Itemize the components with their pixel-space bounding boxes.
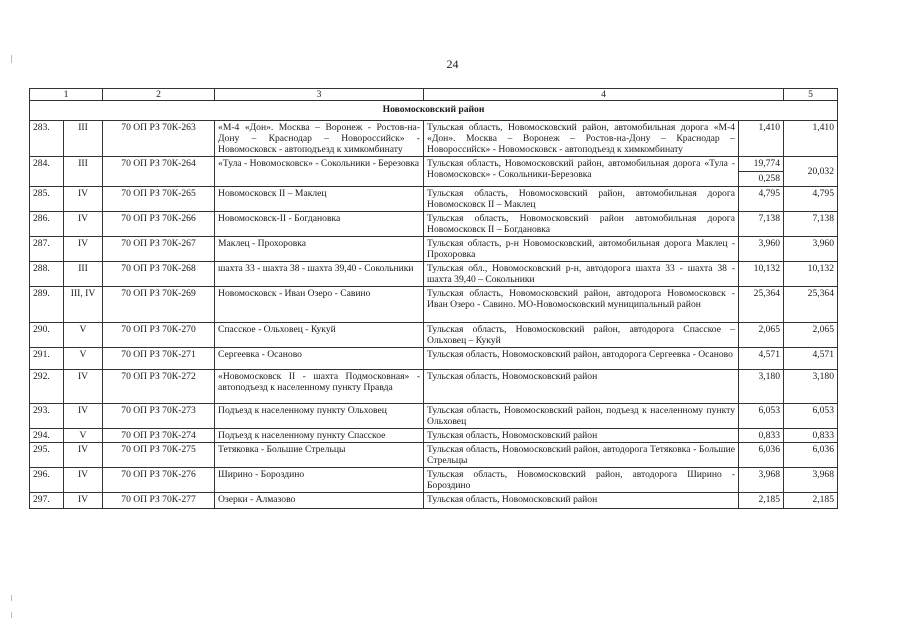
road-name: шахта 33 - шахта 38 - шахта 39,40 - Сокольники bbox=[215, 262, 424, 287]
row-number: 288. bbox=[30, 262, 64, 287]
table-row bbox=[30, 212, 838, 237]
road-id: 70 ОП РЗ 70К-269 bbox=[103, 287, 215, 323]
row-number: 294. bbox=[30, 429, 64, 443]
total-length: 20,032 bbox=[784, 157, 838, 187]
total-length: 2,185 bbox=[784, 493, 838, 509]
segment-length: 3,968 bbox=[739, 468, 784, 493]
segment-length: 7,138 bbox=[739, 212, 784, 237]
road-location: Тульская область, Новомосковский район bbox=[424, 370, 739, 404]
table-row bbox=[30, 370, 838, 404]
segment-length: 2,065 bbox=[739, 323, 784, 348]
road-location: Тульская область, Новомосковский район, автодорога Новомосковск - Иван Озеро - Савино. МО-Новомосковский муниципальный район bbox=[424, 287, 739, 323]
road-id: 70 ОП РЗ 70К-266 bbox=[103, 212, 215, 237]
table-row bbox=[30, 157, 838, 187]
road-name: Ширино - Бороздино bbox=[215, 468, 424, 493]
road-category: IV bbox=[64, 187, 103, 212]
total-length: 7,138 bbox=[784, 212, 838, 237]
road-location: Тульская область, Новомосковский район, автомобильная дорога «М-4 «Дон». Москва – Воронеж – Ростов-на-Дону – Краснодар – Новороссийск» - Новомосковск - автоподъезд к химкомбинату bbox=[424, 121, 739, 157]
total-length: 3,960 bbox=[784, 237, 838, 262]
road-name: Спасское - Ольховец - Кукуй bbox=[215, 323, 424, 348]
row-number: 292. bbox=[30, 370, 64, 404]
road-category: IV bbox=[64, 404, 103, 429]
segment-length: 2,185 bbox=[739, 493, 784, 509]
segment-length: 4,795 bbox=[739, 187, 784, 212]
road-name: Подъезд к населенному пункту Спасское bbox=[215, 429, 424, 443]
road-id: 70 ОП РЗ 70К-275 bbox=[103, 443, 215, 468]
road-id: 70 ОП РЗ 70К-272 bbox=[103, 370, 215, 404]
road-category: IV bbox=[64, 468, 103, 493]
road-name: «Тула - Новомосковск» - Сокольники - Березовка bbox=[215, 157, 424, 187]
margin-mark bbox=[11, 612, 12, 618]
segment-length bbox=[739, 157, 784, 187]
segment-length: 6,053 bbox=[739, 404, 784, 429]
column-header-row bbox=[30, 89, 838, 101]
table-row bbox=[30, 187, 838, 212]
table-row bbox=[30, 404, 838, 429]
table-row bbox=[30, 443, 838, 468]
table-row bbox=[30, 121, 838, 157]
road-name: «Новомосковск II - шахта Подмосковная» - автоподъезд к населенному пункту Правда bbox=[215, 370, 424, 404]
road-category: IV bbox=[64, 370, 103, 404]
road-id: 70 ОП РЗ 70К-264 bbox=[103, 157, 215, 187]
road-location: Тульская область, Новомосковский район, автомобильная дорога Новомосковск II – Маклец bbox=[424, 187, 739, 212]
road-category: IV bbox=[64, 212, 103, 237]
road-id: 70 ОП РЗ 70К-277 bbox=[103, 493, 215, 509]
row-number: 289. bbox=[30, 287, 64, 323]
road-id: 70 ОП РЗ 70К-263 bbox=[103, 121, 215, 157]
total-length: 10,132 bbox=[784, 262, 838, 287]
segment-length: 10,132 bbox=[739, 262, 784, 287]
road-location: Тульская область, Новомосковский район, автодорога Спасское – Ольховец – Кукуй bbox=[424, 323, 739, 348]
road-location: Тульская область, Новомосковский район bbox=[424, 429, 739, 443]
column-header: 5 bbox=[784, 89, 838, 101]
road-location: Тульская область, Новомосковский район, автодорога Ширино - Бороздино bbox=[424, 468, 739, 493]
road-location: Тульская область, Новомосковский район, автодорога Тетяковка - Большие Стрельцы bbox=[424, 443, 739, 468]
row-number: 286. bbox=[30, 212, 64, 237]
row-number: 295. bbox=[30, 443, 64, 468]
table-row bbox=[30, 323, 838, 348]
page-number: 24 bbox=[446, 57, 459, 71]
total-length: 3,968 bbox=[784, 468, 838, 493]
segment-length: 6,036 bbox=[739, 443, 784, 468]
segment-length: 1,410 bbox=[739, 121, 784, 157]
road-id: 70 ОП РЗ 70К-273 bbox=[103, 404, 215, 429]
road-name: Новомосковск II – Маклец bbox=[215, 187, 424, 212]
road-name: Озерки - Алмазово bbox=[215, 493, 424, 509]
segment-length: 3,960 bbox=[739, 237, 784, 262]
row-number: 284. bbox=[30, 157, 64, 187]
road-location: Тульская область, Новомосковский район автомобильная дорога Новомосковск II – Богдановка bbox=[424, 212, 739, 237]
road-category: V bbox=[64, 348, 103, 370]
road-name: «М-4 «Дон». Москва – Воронеж - Ростов-на-Дону – Краснодар – Новороссийск» - Новомосковск - автоподъезд к химкомбинату bbox=[215, 121, 424, 157]
roads-table bbox=[29, 88, 838, 509]
road-name: Маклец - Прохоровка bbox=[215, 237, 424, 262]
total-length: 4,571 bbox=[784, 348, 838, 370]
column-header: 3 bbox=[215, 89, 424, 101]
segment-length: 3,180 bbox=[739, 370, 784, 404]
road-name: Сергеевка - Осаново bbox=[215, 348, 424, 370]
total-length: 1,410 bbox=[784, 121, 838, 157]
total-length: 3,180 bbox=[784, 370, 838, 404]
road-category: III bbox=[64, 157, 103, 187]
road-id: 70 ОП РЗ 70К-276 bbox=[103, 468, 215, 493]
column-header: 2 bbox=[103, 89, 215, 101]
row-number: 283. bbox=[30, 121, 64, 157]
table-row bbox=[30, 493, 838, 509]
road-id: 70 ОП РЗ 70К-267 bbox=[103, 237, 215, 262]
segment-length: 0,833 bbox=[739, 429, 784, 443]
road-location: Тульская область, Новомосковский район, автодорога Сергеевка - Осаново bbox=[424, 348, 739, 370]
road-location: Тульская область, р-н Новомосковский, автомобильная дорога Маклец - Прохоровка bbox=[424, 237, 739, 262]
road-category: III, IV bbox=[64, 287, 103, 323]
district-title: Новомосковский район bbox=[30, 101, 838, 121]
table-row bbox=[30, 287, 838, 323]
table-row bbox=[30, 348, 838, 370]
column-header: 1 bbox=[30, 89, 103, 101]
total-length: 4,795 bbox=[784, 187, 838, 212]
column-header: 4 bbox=[424, 89, 784, 101]
table-row bbox=[30, 429, 838, 443]
table-row bbox=[30, 468, 838, 493]
road-location: Тульская обл., Новомосковский р-н, автодорога шахта 33 - шахта 38 - шахта 39,40 – Сокольники bbox=[424, 262, 739, 287]
road-id: 70 ОП РЗ 70К-268 bbox=[103, 262, 215, 287]
road-name: Новомосковск-II - Богдановка bbox=[215, 212, 424, 237]
row-number: 285. bbox=[30, 187, 64, 212]
road-name: Тетяковка - Большие Стрельцы bbox=[215, 443, 424, 468]
total-length: 6,036 bbox=[784, 443, 838, 468]
road-category: V bbox=[64, 323, 103, 348]
total-length: 2,065 bbox=[784, 323, 838, 348]
row-number: 297. bbox=[30, 493, 64, 509]
road-category: V bbox=[64, 429, 103, 443]
road-category: IV bbox=[64, 443, 103, 468]
road-location: Тульская область, Новомосковский район, автомобильная дорога «Тула - Новомосковск» - Сокольники-Березовка bbox=[424, 157, 739, 187]
district-row bbox=[30, 101, 838, 121]
road-location: Тульская область, Новомосковский район bbox=[424, 493, 739, 509]
road-id: 70 ОП РЗ 70К-270 bbox=[103, 323, 215, 348]
road-category: IV bbox=[64, 493, 103, 509]
road-id: 70 ОП РЗ 70К-265 bbox=[103, 187, 215, 212]
road-category: III bbox=[64, 121, 103, 157]
row-number: 293. bbox=[30, 404, 64, 429]
total-length: 0,833 bbox=[784, 429, 838, 443]
road-location: Тульская область, Новомосковский район, подъезд к населенному пункту Ольховец bbox=[424, 404, 739, 429]
margin-mark bbox=[11, 595, 12, 601]
table-row bbox=[30, 262, 838, 287]
road-id: 70 ОП РЗ 70К-271 bbox=[103, 348, 215, 370]
road-category: IV bbox=[64, 237, 103, 262]
total-length: 25,364 bbox=[784, 287, 838, 323]
road-name: Новомосковск - Иван Озеро - Савино bbox=[215, 287, 424, 323]
row-number: 287. bbox=[30, 237, 64, 262]
row-number: 291. bbox=[30, 348, 64, 370]
row-number: 296. bbox=[30, 468, 64, 493]
segment-length: 25,364 bbox=[739, 287, 784, 323]
road-category: III bbox=[64, 262, 103, 287]
table-row bbox=[30, 237, 838, 262]
road-id: 70 ОП РЗ 70К-274 bbox=[103, 429, 215, 443]
total-length: 6,053 bbox=[784, 404, 838, 429]
margin-mark bbox=[11, 55, 12, 63]
segment-length: 4,571 bbox=[739, 348, 784, 370]
length-part: 0,258 bbox=[758, 173, 781, 184]
row-number: 290. bbox=[30, 323, 64, 348]
length-part: 19,774 bbox=[739, 157, 783, 172]
road-name: Подъезд к населенному пункту Ольховец bbox=[215, 404, 424, 429]
